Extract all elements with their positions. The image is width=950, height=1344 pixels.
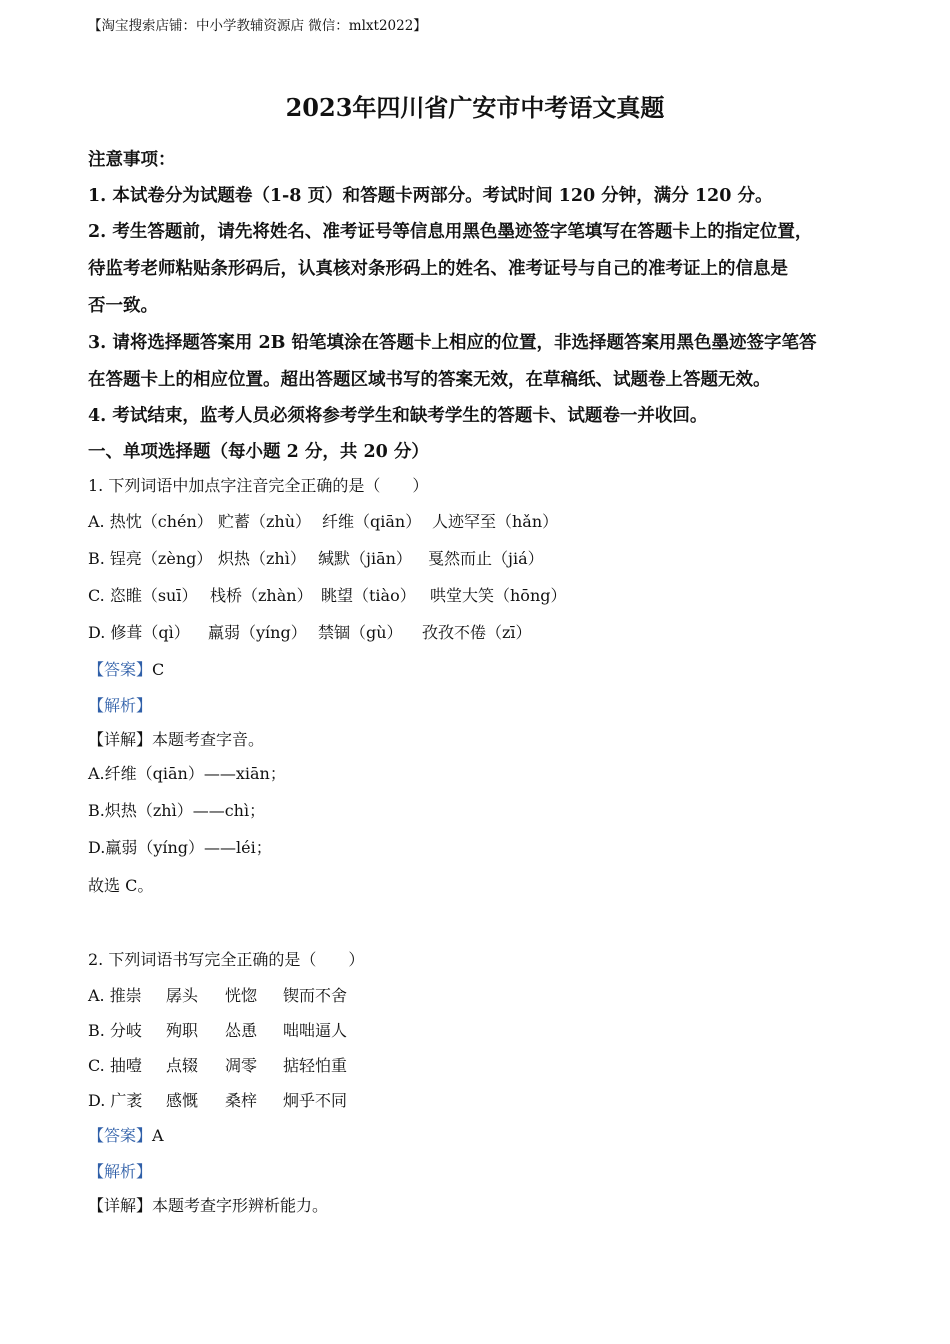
option-term: 眺望（tiào） — [321, 586, 416, 605]
option-term: 锲而不舍 — [283, 986, 348, 1005]
answer-line — [88, 1123, 164, 1146]
answer-line — [88, 657, 164, 680]
option-term: 孱头 — [166, 986, 199, 1005]
option-row — [88, 983, 347, 1006]
option-term: B. 分岐 — [88, 1021, 142, 1040]
answer-value: C — [152, 660, 165, 679]
notice-line: 待监考老师粘贴条形码后，认真核对条形码上的姓名、准考证号与自己的准考证上的信息是 — [88, 259, 788, 279]
notice-heading: 注意事项： — [88, 150, 176, 170]
option-term: A. 热忱（chén） — [88, 512, 213, 531]
option-row — [88, 1053, 347, 1076]
option-row — [88, 1018, 347, 1041]
notice-line: 1. 本试卷分为试题卷（1-8 页）和答题卡两部分。考试时间 120 分钟，满分 120 分。 — [88, 186, 773, 206]
option-term: 缄默（jiān） — [318, 549, 412, 568]
option-term: 人迹罕至（hǎn） — [432, 512, 559, 531]
option-term: 怂恿 — [225, 1021, 258, 1040]
explain-line: A.纤维（qiān）——xiān； — [88, 764, 286, 783]
analysis-tag: 【解析】 — [88, 1162, 153, 1181]
option-term: C. 抽噎 — [88, 1056, 142, 1075]
option-term: 羸弱（yíng） — [208, 623, 307, 642]
detail-line: 【详解】本题考查字音。 — [88, 730, 265, 749]
detail-line: 【详解】本题考查字形辨析能力。 — [88, 1196, 329, 1215]
page-title: 2023年四川省广安市中考语文真题 — [285, 93, 665, 122]
option-row — [88, 509, 558, 532]
option-term: 凋零 — [225, 1056, 258, 1075]
explain-line: 故选 C。 — [88, 876, 154, 895]
option-term: B. 锃亮（zèng） — [88, 549, 213, 568]
option-term: 炯乎不同 — [283, 1091, 348, 1110]
answer-tag: 【答案】 — [88, 1126, 153, 1145]
option-row — [88, 546, 544, 569]
option-row — [88, 620, 532, 643]
page-header: 【淘宝搜索店铺：中小学教辅资源店 微信：mlxt2022】 — [88, 18, 427, 34]
option-term: D. 广袤 — [88, 1091, 143, 1110]
option-term: 栈桥（zhàn） — [210, 586, 313, 605]
option-term: 哄堂大笑（hōng） — [430, 586, 567, 605]
answer-value: A — [152, 1126, 164, 1145]
option-term: 咄咄逼人 — [283, 1021, 348, 1040]
option-term: 点辍 — [166, 1056, 199, 1075]
explain-line: D.羸弱（yíng）——léi； — [88, 838, 272, 857]
section-heading: 一、单项选择题（每小题 2 分，共 20 分） — [88, 442, 429, 462]
answer-tag: 【答案】 — [88, 660, 153, 679]
notice-line: 2. 考生答题前，请先将姓名、准考证号等信息用黑色墨迹签字笔填写在答题卡上的指定位置， — [88, 222, 813, 242]
option-term: 感慨 — [166, 1091, 199, 1110]
option-term: 纤维（qiān） — [322, 512, 422, 531]
option-term: 桑梓 — [225, 1091, 258, 1110]
notice-line: 4. 考试结束，监考人员必须将参考学生和缺考学生的答题卡、试题卷一并收回。 — [88, 406, 708, 426]
option-row — [88, 1088, 347, 1111]
option-term: C. 恣睢（suī） — [88, 586, 198, 605]
explain-line: B.炽热（zhì）——chì； — [88, 801, 266, 820]
option-term: 掂轻怕重 — [283, 1056, 348, 1075]
option-term: 孜孜不倦（zī） — [422, 623, 532, 642]
option-row — [88, 583, 567, 606]
option-term: 恍惚 — [225, 986, 258, 1005]
question-stem: 1. 下列词语中加点字注音完全正确的是（ ） — [88, 476, 429, 495]
option-term: D. 修葺（qì） — [88, 623, 190, 642]
notice-line: 3. 请将选择题答案用 2B 铅笔填涂在答题卡上相应的位置，非选择题答案用黑色墨迹签字笔答 — [88, 333, 817, 353]
option-term: 炽热（zhì） — [218, 549, 306, 568]
analysis-tag: 【解析】 — [88, 696, 153, 715]
option-term: 禁锢（gù） — [318, 623, 403, 642]
option-term: 贮蓄（zhù） — [218, 512, 312, 531]
option-term: 戛然而止（jiá） — [428, 549, 544, 568]
notice-line: 否一致。 — [88, 296, 158, 316]
notice-line: 在答题卡上的相应位置。超出答题区域书写的答案无效，在草稿纸、试题卷上答题无效。 — [88, 370, 771, 390]
option-term: A. 推崇 — [88, 986, 142, 1005]
question-stem: 2. 下列词语书写完全正确的是（ ） — [88, 950, 365, 969]
option-term: 殉职 — [166, 1021, 199, 1040]
